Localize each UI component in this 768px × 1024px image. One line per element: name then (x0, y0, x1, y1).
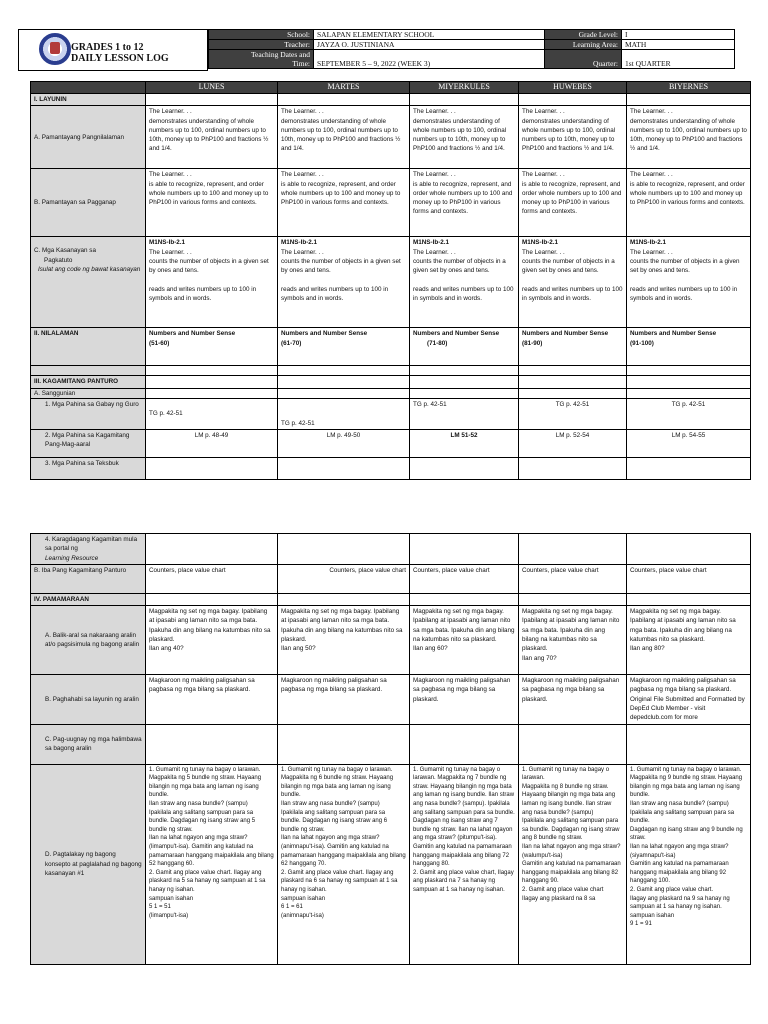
empty-cell (146, 388, 278, 398)
section-pamamaraan: IV. PAMAMARAAN (31, 593, 146, 605)
nilalaman-title: Numbers and Number Sense (149, 330, 236, 338)
header-title (71, 42, 169, 64)
paghahabi-cell: Magkaroon ng maikling paligsahan sa pagbasa ng mga bilang sa plaskard. (146, 675, 278, 724)
competency-text: The Learner. . . counts the number of objects in a given set by ones and tens. reads and writes numbers up to 100 in symbols and in words. (149, 248, 269, 303)
empty-cell (519, 94, 627, 106)
empty-cell (278, 94, 410, 106)
lesson-table-part1 (30, 81, 751, 480)
karagdagang-label-1: 4. Karagdagang Kagamitan mula sa portal ng (45, 536, 138, 553)
day-header-blank (31, 82, 146, 94)
empty-cell (627, 534, 751, 565)
nilalaman-title: Numbers and Number Sense (413, 330, 500, 338)
performance-std-cell: The Learner. . . is able to recognize, represent, and order whole numbers up to 100 and money up to PhP100 in various forms and contexts. (627, 169, 751, 237)
quarter-label: Quarter: (545, 50, 622, 69)
competency-label-1: C. Mga Kasanayan sa (34, 247, 96, 255)
row-nilalaman (31, 328, 751, 366)
row-pagtalakay (31, 764, 751, 964)
header-info-table (208, 29, 735, 69)
competency-code: M1NS-Ib-2.1 (522, 239, 559, 247)
competency-code: M1NS-Ib-2.1 (149, 239, 186, 247)
balik-cell: Magpakita ng set ng mga bagay. Ipabilang at ipasabi ang laman nito sa mga bata. Ipakuha din ang bilang na katumbas nito sa plaskard. Ilan ang 50? (278, 606, 410, 675)
section-kagamitan: III. KAGAMITANG PANTURO (31, 376, 146, 388)
dates-label-1: Teaching Dates and (250, 50, 310, 59)
row-tg-pages (31, 398, 751, 429)
empty-cell (278, 593, 410, 605)
balik-cell: Magpakita ng set ng mga bagay. Ipabilang at ipasabi ang laman nito sa mga bata. Ipakuha din ang bilang na katumbas nito sa plaskard. Ilan ang 70? (519, 606, 627, 675)
performance-std-cell: The Learner. . . is able to recognize, represent, and order whole numbers up to 100 and money up to PhP100 in various forms and contexts. (146, 169, 278, 237)
nilalaman-cell (278, 328, 410, 366)
empty-cell (627, 376, 751, 388)
header-title-box (18, 29, 208, 71)
content-std-cell: The Learner. . . demonstrates understanding of whole numbers up to 100, ordinal numbers up to 10th, money up to PhP100 and fractions ½ and 1/4. (146, 106, 278, 169)
row-spacer (31, 366, 751, 376)
empty-cell (410, 388, 519, 398)
competency-code: M1NS-Ib-2.1 (281, 239, 318, 247)
tg-cell: TG p. 42-51 (278, 398, 410, 429)
label-paguugnay: C. Pag-uugnay ng mga halimbawa sa bagong aralin (31, 724, 146, 764)
dates-value: SEPTEMBER 5 – 9, 2022 (WEEK 3) (314, 50, 545, 69)
row-pamamaraan (31, 593, 751, 605)
empty-cell (519, 376, 627, 388)
iba-cell: Counters, place value chart (278, 564, 410, 593)
competency-text: The Learner. . . counts the number of objects in a given set by ones and tens. reads and writes numbers up to 100 in symbols and in words. (413, 248, 514, 303)
empty-cell (146, 593, 278, 605)
empty-cell (146, 457, 278, 479)
row-paguugnay (31, 724, 751, 764)
empty-cell (146, 724, 278, 764)
label-karagdagang (31, 534, 146, 565)
label-content-standard: A. Pamantayang Pangnilalaman (31, 106, 146, 169)
competency-cell (278, 237, 410, 328)
day-lunes: LUNES (146, 82, 278, 94)
empty-cell (410, 724, 519, 764)
row-performance-standard (31, 169, 751, 237)
label-tg-pages: 1. Mga Pahina sa Gabay ng Guro (31, 398, 146, 429)
lm-cell: LM p. 54-55 (627, 429, 751, 457)
nilalaman-cell (410, 328, 519, 366)
empty-cell (519, 388, 627, 398)
area-value: MATH (622, 40, 735, 50)
empty-cell (627, 457, 751, 479)
grade-value: I (622, 30, 735, 40)
label-iba-pang: B. Iba Pang Kagamitang Panturo (31, 564, 146, 593)
paghahabi-cell: Magkaroon ng maikling paligsahan sa pagbasa ng mga bilang sa plaskard. (410, 675, 519, 724)
balik-cell: Magpakita ng set ng mga bagay. Ipabilang at ipasabi ang laman nito sa mga bata. Ipakuha din ang bilang na katumbas nito sa plaskard. Ilan ang 80? (627, 606, 751, 675)
balik-cell: Magpakita ng set ng mga bagay. Ipabilang at ipasabi ang laman nito sa mga bata. Ipakuha din ang bilang na katumbas nito sa plaskard. Ilan ang 60? (410, 606, 519, 675)
empty-cell (410, 376, 519, 388)
pagtalakay-cell: 1. Gumamit ng tunay na bagay o larawan. Magpakita ng 9 bundle ng straw. Hayaang bilangin ng mga bata ang laman ng isang bundle. Ilan straw ang nasa bundle? (sampu) Ipakilala ang salitang sampuan para sa bundle. Dagdagan ng isang straw ang 9 bundle ng straw. Ilan na lahat ngayon ang mga straw? (siyamnapu't-isa) Gamitin ang katulad na pamamaraan hanggang maipakilala ang bilang 92 hanggang 100. 2. Gamit ang place value chart. Ilagay ang plaskard na 9 sa hanay ng sampuan at 1 sa hanay ng isahan. sampuan isahan 9 1 = 91 (627, 764, 751, 964)
row-paghahabi (31, 675, 751, 724)
row-competency (31, 237, 751, 328)
row-iba-pang (31, 564, 751, 593)
title-line-2: DAILY LESSON LOG (71, 53, 169, 64)
teacher-value: JAYZA O. JUSTINIANA (314, 40, 545, 50)
empty-cell (627, 94, 751, 106)
empty-cell (278, 366, 410, 376)
nilalaman-title: Numbers and Number Sense (281, 330, 368, 338)
lm-cell: LM p. 49-50 (278, 429, 410, 457)
empty-cell (410, 593, 519, 605)
performance-std-cell: The Learner. . . is able to recognize, represent, and order whole numbers up to 100 and money up to PhP100 in various forms and contexts. (410, 169, 519, 237)
teacher-label: Teacher: (209, 40, 314, 50)
nilalaman-range: (71-80) (427, 339, 448, 347)
competency-cell (519, 237, 627, 328)
label-balik-aral: A. Balik-aral sa nakaraang aralin at/o pagsisimula ng bagong aralin (31, 606, 146, 675)
day-miyerkules: MIYERKULES (410, 82, 519, 94)
paghahabi-cell: Magkaroon ng maikling paligsahan sa pagbasa ng mga bilang sa plaskard. Original File Submitted and Formatted by DepEd Club Member - visit depedclub.com for more (627, 675, 751, 724)
empty-cell (519, 457, 627, 479)
tg-cell: TG p. 42-51 (410, 398, 519, 429)
iba-cell: Counters, place value chart (519, 564, 627, 593)
content-std-cell: The Learner. . . demonstrates understanding of whole numbers up to 100, ordinal numbers up to 10th, money up to PhP100 and fractions ½ and 1/4. (410, 106, 519, 169)
empty-cell (278, 724, 410, 764)
empty-cell (146, 94, 278, 106)
pagtalakay-cell: 1. Gumamit ng tunay na bagay o larawan. Magpakita ng 5 bundle ng straw. Hayaang bilangin ng mga bata ang laman ng isang bundle. Ilan straw ang nasa bundle? (sampu) Ipakilala ang salitang sampuan para sa bundle. Dagdagan ng isang straw ang 5 bundle ng straw. Ilan na lahat ngayon ang mga straw? (limampu't-isa). Gamitin ang katulad na pamamaraan hanggang maipakilala ang bilang 52 hanggang 60. 2. Gamit ang place value chart. Ilagay ang plaskard na 5 sa hanay ng sampuan at 1 sa hanay ng isahan. sampuan isahan 5 1 = 51 (limampu't-isa) (146, 764, 278, 964)
nilalaman-range: (91-100) (630, 339, 654, 347)
empty-cell (146, 534, 278, 565)
empty-cell (627, 593, 751, 605)
lesson-log-header (18, 29, 750, 71)
label-teksbuk: 3. Mga Pahina sa Teksbuk (31, 457, 146, 479)
iba-cell: Counters, place value chart (410, 564, 519, 593)
empty-cell (519, 593, 627, 605)
pagtalakay-cell: 1. Gumamit ng tunay na bagay o larawan. Magpakita ng 8 bundle ng straw. Hayaang bilangin ng mga bata ang laman ng isang bundle. Ilan straw ang nasa bundle? (sampu) Ipakilala ang salitang sampuan para sa bundle. Dagdagan ng isang straw ang 8 bundle ng straw. Ilan na lahat ngayon ang mga straw? (walumpu't-isa) Gamitin ang katulad na pamamaraan hanggang maipakilala ang bilang 82 hanggang 90. 2. Gamit ang place value chart Ilagay ang plaskard na 8 sa (519, 764, 627, 964)
empty-cell (519, 366, 627, 376)
day-huwebes: HUWEBES (519, 82, 627, 94)
section-layunin: I. LAYUNIN (31, 94, 146, 106)
nilalaman-cell (627, 328, 751, 366)
empty-cell (410, 457, 519, 479)
nilalaman-cell (519, 328, 627, 366)
competency-text: The Learner. . . counts the number of objects in a given set by ones and tens. reads and writes numbers up to 100 in symbols and in words. (522, 248, 623, 303)
content-std-cell: The Learner. . . demonstrates understanding of whole numbers up to 100, ordinal numbers up to 10th, money up to PhP100 and fractions ½ and 1/4. (519, 106, 627, 169)
section-row (31, 94, 751, 106)
row-sanggunian (31, 388, 751, 398)
lm-cell: LM p. 52-54 (519, 429, 627, 457)
lesson-table-part2 (30, 533, 751, 965)
lm-cell: LM 51-52 (410, 429, 519, 457)
empty-cell (627, 388, 751, 398)
empty-cell (410, 534, 519, 565)
competency-code: M1NS-Ib-2.1 (413, 239, 450, 247)
area-label: Learning Area: (545, 40, 622, 50)
competency-label-2: Pagkatuto (44, 256, 73, 264)
empty-cell (278, 376, 410, 388)
label-sanggunian: A. Sanggunian (31, 388, 146, 398)
row-teksbuk (31, 457, 751, 479)
nilalaman-title: Numbers and Number Sense (630, 330, 717, 338)
day-header-row (31, 82, 751, 94)
empty-cell (627, 366, 751, 376)
empty-cell (278, 388, 410, 398)
paghahabi-cell: Magkaroon ng maikling paligsahan sa pagbasa ng mga bilang sa plaskard. (519, 675, 627, 724)
empty-cell (627, 724, 751, 764)
competency-code: M1NS-Ib-2.1 (630, 239, 667, 247)
empty-cell (146, 376, 278, 388)
tg-cell: TG p. 42-51 (519, 398, 627, 429)
label-paghahabi: B. Paghahabi sa layunin ng aralin (31, 675, 146, 724)
competency-cell (146, 237, 278, 328)
pagtalakay-cell: 1. Gumamit ng tunay na bagay o larawan. Magpakita ng 7 bundle ng straw. Hayaang bilangin ng mga bata ang laman ng isang bundle. Ilan straw ang nasa bundle? (sampu). Ipakilala ang salitang sampuan para sa bundle. Dagdagan ng isang straw ang 7 bundle ng straw. Ilan na lahat ngayon ang mga straw? (pitumpu't-isa). Gamitin ang katulad na pamamaraan hanggang maipakilala ang bilang 72 hanggang 80. 2. Gamit ang place value chart, Ilagay ang plaskard na 7 sa hanay ng sampuan at 1 sa hanay ng isahan. (410, 764, 519, 964)
nilalaman-range: (81-90) (522, 339, 543, 347)
row-kagamitan (31, 376, 751, 388)
content-std-cell: The Learner. . . demonstrates understanding of whole numbers up to 100, ordinal numbers up to 10th, money up to PhP100 and fractions ½ and 1/4. (627, 106, 751, 169)
lm-cell: LM p. 48-49 (146, 429, 278, 457)
empty-cell (146, 366, 278, 376)
row-karagdagang (31, 534, 751, 565)
empty-cell (278, 534, 410, 565)
row-content-standard (31, 106, 751, 169)
dates-label (209, 50, 314, 69)
competency-text: The Learner. . . counts the number of objects in a given set by ones and tens. reads and writes numbers up to 100 in symbols and in words. (281, 248, 401, 303)
competency-cell (410, 237, 519, 328)
quarter-value: 1st QUARTER (622, 50, 735, 69)
title-line-1: GRADES 1 to 12 (71, 42, 144, 53)
day-biyernes: BIYERNES (627, 82, 751, 94)
balik-cell: Magpakita ng set ng mga bagay. Ipabilang at ipasabi ang laman nito sa mga bata. Ipakuha din ang bilang na katumbas nito sa plaskard. Ilan ang 40? (146, 606, 278, 675)
competency-text: The Learner. . . counts the number of objects in a given set by ones and tens. reads and writes numbers up to 100 in symbols and in words. (630, 248, 740, 303)
content-std-cell: The Learner. . . demonstrates understanding of whole numbers up to 100, ordinal numbers up to 10th, money up to PhP100 and fractions ½ and 1/4. (278, 106, 410, 169)
row-lm-pages (31, 429, 751, 457)
empty-cell (410, 94, 519, 106)
label-pagtalakay: D. Pagtalakay ng bagong konsepto at paglalahad ng bagong kasanayan #1 (31, 764, 146, 964)
paghahabi-cell: Magkaroon ng maikling paligsahan sa pagbasa ng mga bilang sa plaskard. (278, 675, 410, 724)
empty-cell (410, 366, 519, 376)
school-label: School: (209, 30, 314, 40)
dates-label-2: Time: (292, 59, 310, 68)
tg-cell: TG p. 42-51 (627, 398, 751, 429)
label-performance-standard: B. Pamantayan sa Pagganap (31, 169, 146, 237)
iba-cell: Counters, place value chart (627, 564, 751, 593)
pagtalakay-cell: 1. Gumamit ng tunay na bagay o larawan. Magpakita ng 6 bundle ng straw. Hayaang bilangin ng mga bata ang laman ng isang bundle. Ilan straw ang nasa bundle? (sampu) Ipakilala ang salitang sampuan para sa bundle. Dagdagan ng isang straw ang 6 bundle ng straw. Ilan na lahat ngayon ang mga straw? (animnapu't-isa). Gamitin ang katulad na pamamaraan hanggang maipakilala ang bilang 62 hanggang 70. 2. Gamit ang place value chart. Ilagay ang plaskard na 6 sa hanay ng sampuan at 1 sa hanay ng isahan. sampuan isahan 6 1 = 61 (animnapu't-isa) (278, 764, 410, 964)
karagdagang-label-2: Learning Resource (45, 554, 99, 562)
tg-cell: TG p. 42-51 (146, 398, 278, 429)
school-value: SALAPAN ELEMENTARY SCHOOL (314, 30, 545, 40)
nilalaman-title: Numbers and Number Sense (522, 330, 609, 338)
competency-cell (627, 237, 751, 328)
empty-cell (519, 534, 627, 565)
empty-cell (31, 366, 146, 376)
performance-std-cell: The Learner. . . is able to recognize, represent, and order whole numbers up to 100 and money up to PhP100 in various forms and contexts. (519, 169, 627, 237)
grade-label: Grade Level: (545, 30, 622, 40)
empty-cell (278, 457, 410, 479)
empty-cell (519, 724, 627, 764)
label-nilalaman: II. NILALAMAN (31, 328, 146, 366)
nilalaman-range: (61-70) (281, 339, 302, 347)
day-martes: MARTES (278, 82, 410, 94)
performance-std-cell: The Learner. . . is able to recognize, represent, and order whole numbers up to 100 and money up to PhP100 in various forms and contexts. (278, 169, 410, 237)
competency-label-3: Isulat ang code ng bawat kasanayan (38, 265, 141, 273)
nilalaman-range: (51-60) (149, 339, 170, 347)
iba-cell: Counters, place value chart (146, 564, 278, 593)
nilalaman-cell (146, 328, 278, 366)
label-lm-pages: 2. Mga Pahina sa Kagamitang Pang-Mag-aaral (31, 429, 146, 457)
deped-seal-icon (39, 33, 71, 65)
row-balik-aral (31, 606, 751, 675)
label-competency (31, 237, 146, 328)
